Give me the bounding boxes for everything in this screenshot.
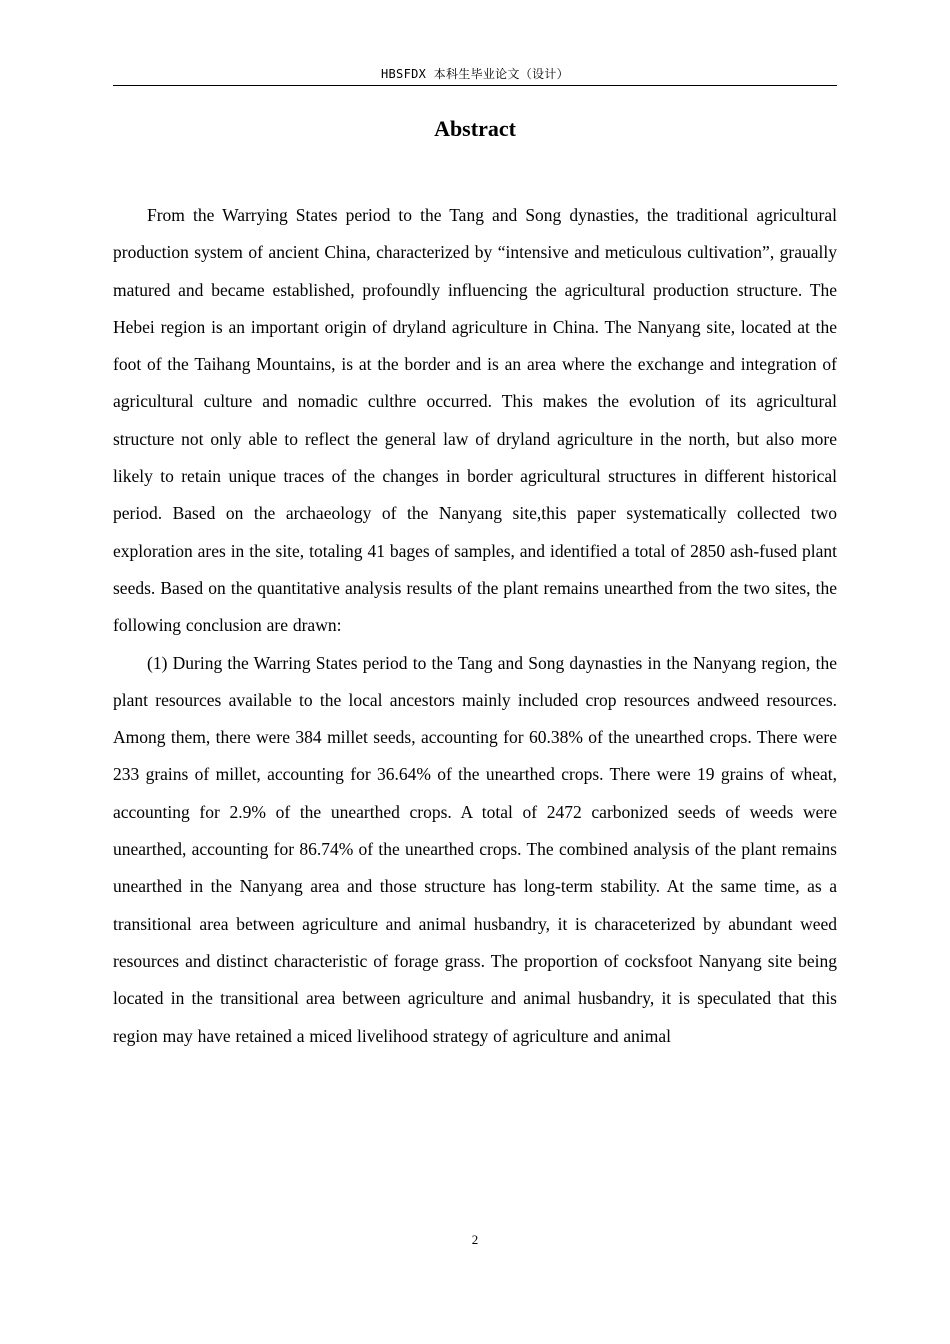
abstract-paragraph-2: (1) During the Warring States period to the Tang and Song daynasties in the Nanyang region, the plant resources available to the local ancestors mainly included crop resources andweed resources. Among them, there were 384 millet seeds, accounting for 60.38% of the unearthed crops. There were 233 grains of millet, accounting for 36.64% of the unearthed crops. There were 19 grains of wheat, accounting for 2.9% of the unearthed crops. A total of 2472 carbonized seeds of weeds were unearthed, accounting for 86.74% of the unearthed crops. The combined analysis of the plant remains unearthed in the Nanyang area and those structure has long-term stability. At the same time, as a transitional area between agriculture and animal husbandry, it is characeterized by abundant weed resources and distinct characteristic of forage grass. The proportion of cocksfoot Nanyang site being located in the transitional area between agriculture and animal husbandry, it is speculated that this region may have retained a miced livelihood strategy of agriculture and animal xyxy=(113,652,837,1046)
abstract-body xyxy=(113,197,837,1055)
page-number: 2 xyxy=(471,1232,479,1247)
abstract-paragraph-1: From the Warrying States period to the Tang and Song dynasties, the traditional agricultural production system of ancient China, characterized by “intensive and meticulous cultivation”, graually matured and became established, profoundly influencing the agricultural production structure. The Hebei region is an important origin of dryland agriculture in China. The Nanyang site, located at the foot of the Taihang Mountains, is at the border and is an area where the exchange and integration of agricultural culture and nomadic culthre occurred. This makes the evolution of its agricultural structure not only able to reflect the general law of dryland agriculture in the north, but also more likely to retain unique traces of the changes in border agricultural structures in different historical period. Based on the archaeology of the Nanyang site,this paper systematically collected two exploration ares in the site, totaling 41 bages of samples, and identified a total of 2850 ash-fused plant seeds. Based on the quantitative analysis results of the plant remains unearthed from the two sites, the following conclusion are drawn: xyxy=(113,205,837,636)
header-rule xyxy=(113,85,837,86)
abstract-title: Abstract xyxy=(434,116,516,141)
running-header: HBSFDX 本科生毕业论文（设计） xyxy=(381,67,569,81)
